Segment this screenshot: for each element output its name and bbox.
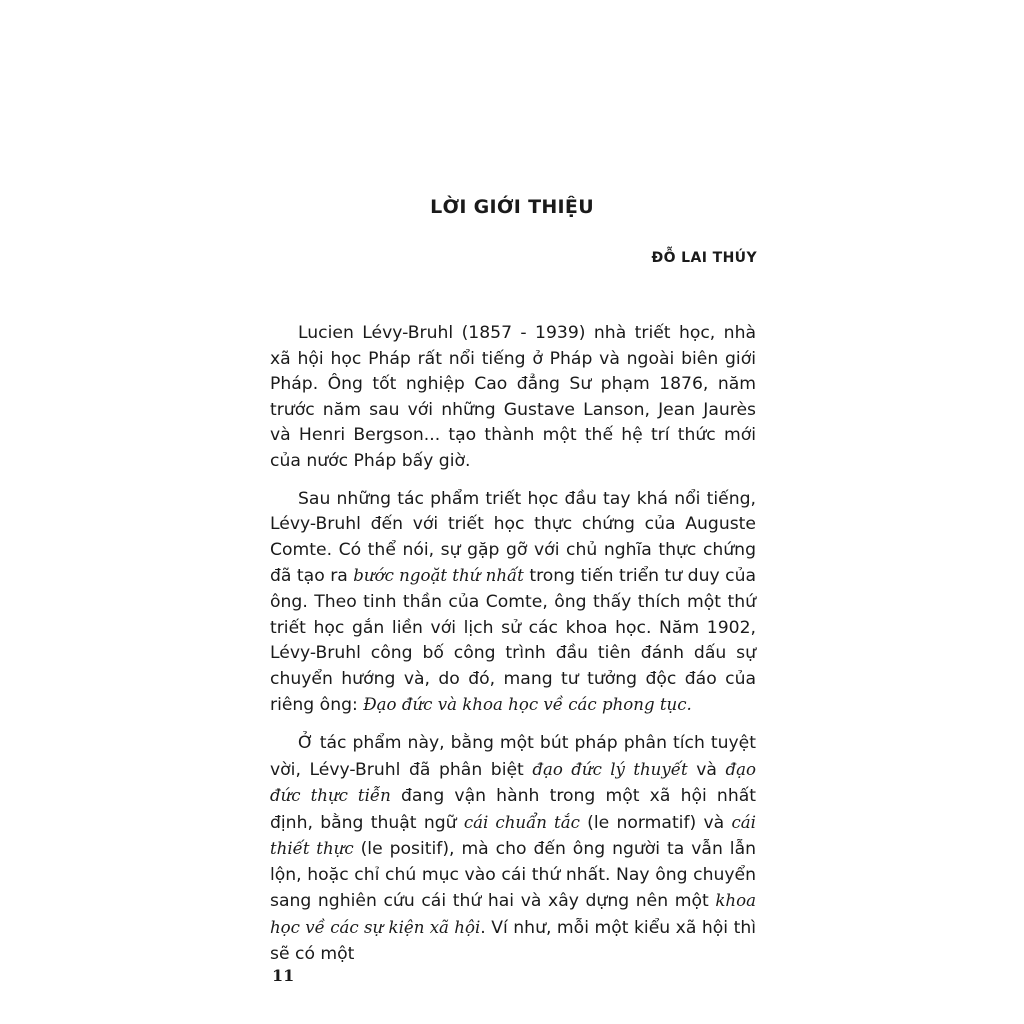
italic-text: Đạo đức và khoa học về các phong tục. bbox=[363, 695, 692, 715]
chapter-title: LỜI GIỚI THIỆU bbox=[430, 196, 594, 218]
body-text bbox=[270, 321, 756, 979]
text-run: Sau những tác phẩm triết học đầu tay khá nổi tiếng, Lévy-Bruhl đến với triết học thực chứng của Auguste Comte. Có thể nói, sự gặp gỡ với chủ nghĩa thực chứng đã tạo ra bbox=[270, 488, 756, 587]
text-run: (le normatif) và bbox=[579, 812, 732, 833]
text-run: (le positif), mà cho đến ông người ta vẫn lẫn lộn, hoặc chỉ chú mục vào cái thứ nhất. Nay ông chuyển sang nghiên cứu cái thứ hai và xây dựng nên một bbox=[270, 839, 756, 912]
text-run: Ở tác phẩm này, bằng một bút pháp phân tích tuyệt vời, Lévy-Bruhl đã phân biệt bbox=[270, 732, 756, 780]
italic-text: đạo đức thực tiễn bbox=[270, 759, 756, 806]
italic-text: cái chuẩn tắc bbox=[463, 812, 580, 832]
author-name: ĐỖ LAI THÚY bbox=[651, 250, 757, 266]
text-run: Lucien Lévy-Bruhl (1857 - 1939) nhà triết học, nhà xã hội học Pháp rất nổi tiếng ở Pháp và ngoài biên giới Pháp. Ông tốt nghiệp Cao đẳng Sư phạm 1876, năm trước năm sau với những Gustave Lanson, Jean Jaurès và Henri Bergson... tạo thành một thế hệ trí thức mới của nước Pháp bấy giờ. bbox=[270, 323, 756, 471]
italic-text: bước ngoặt thứ nhất bbox=[353, 566, 524, 586]
text-run: và bbox=[687, 759, 726, 780]
text-run: trong tiến triển tư duy của ông. Theo tinh thần của Comte, ông thấy thích một thứ triết học gắn liền với lịch sử các khoa học. Năm 1902, Lévy-Bruhl công bố công trình đầu tiên đánh dấu sự chuyển hướng và, do đó, mang tư tưởng độc đáo của riêng ông: bbox=[270, 566, 756, 716]
italic-text: đạo đức lý thuyết bbox=[532, 759, 688, 779]
paragraph bbox=[270, 321, 756, 475]
italic-text: khoa học về các sự kiện xã hội bbox=[270, 891, 756, 938]
paragraph bbox=[270, 731, 756, 967]
text-run: đang vận hành trong một xã hội nhất định, bằng thuật ngữ bbox=[270, 786, 756, 833]
paragraph bbox=[270, 487, 756, 719]
text-run: . Ví như, mỗi một kiểu xã hội thì sẽ có một bbox=[270, 918, 756, 964]
page-number: 11 bbox=[272, 966, 295, 985]
italic-text: cái thiết thực bbox=[270, 812, 756, 859]
